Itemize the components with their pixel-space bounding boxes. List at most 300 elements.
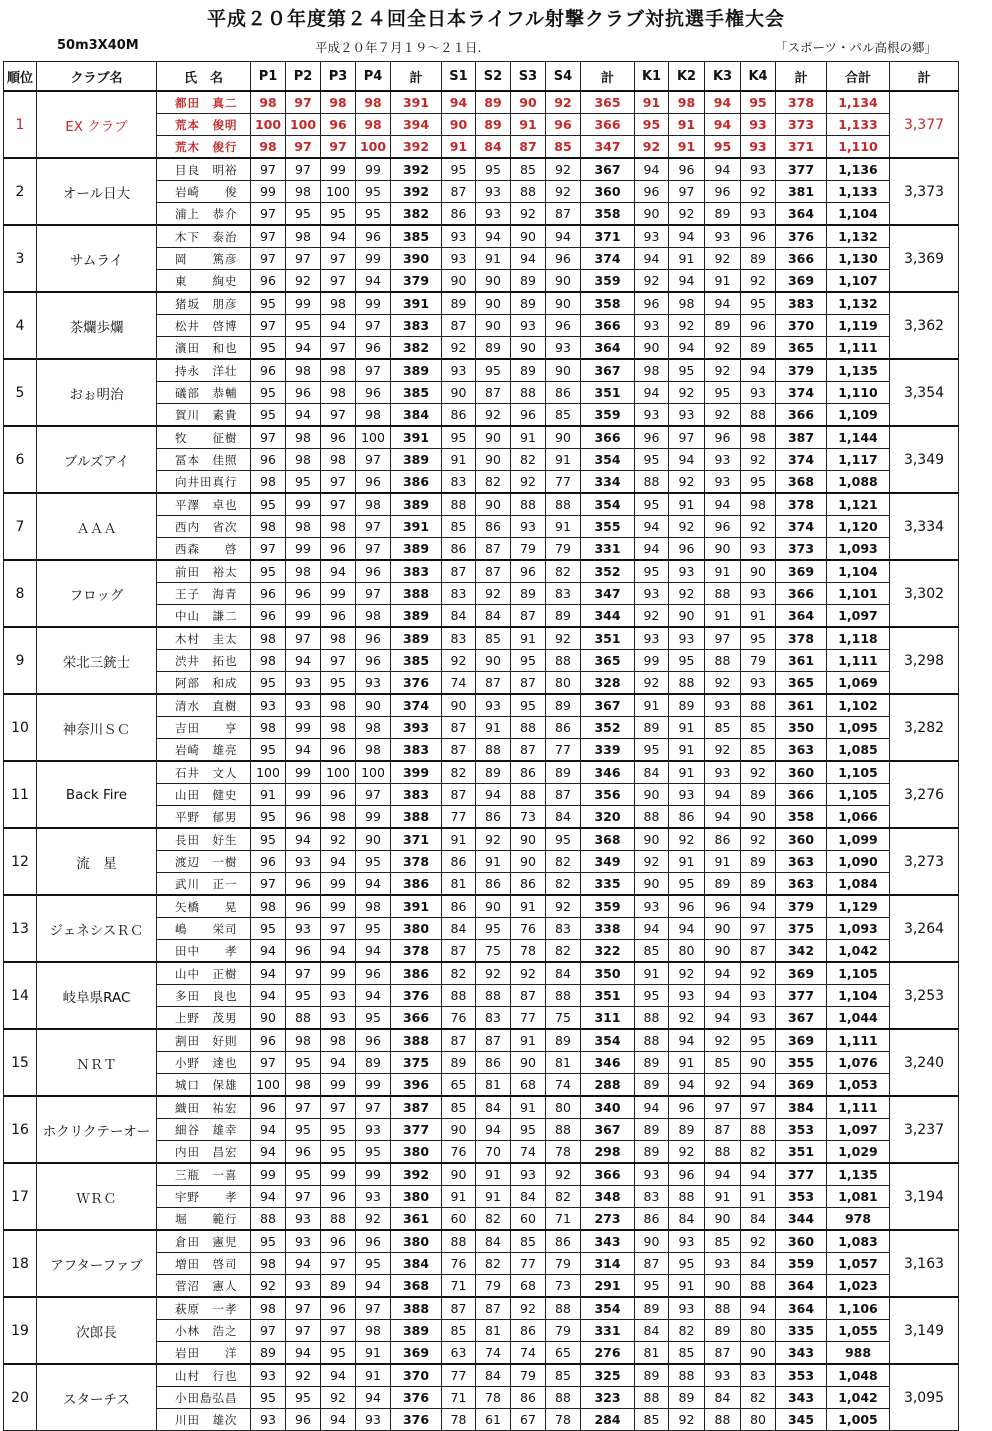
club-total-cell: 3,354 (890, 359, 959, 426)
score-cell: 291 (581, 1275, 635, 1298)
table-row (4, 1230, 959, 1253)
score-cell: 94 (635, 1096, 669, 1119)
score-cell: 92 (669, 583, 705, 605)
score-cell: 386 (391, 471, 442, 494)
score-cell: 389 (391, 538, 442, 561)
score-cell: 81 (442, 873, 476, 896)
score-cell: 88 (705, 1409, 741, 1431)
table-row (4, 560, 959, 583)
score-cell: 89 (356, 1052, 391, 1074)
score-cell: 90 (356, 828, 391, 851)
score-cell: 90 (635, 1230, 669, 1253)
score-cell: 98 (321, 806, 356, 829)
score-cell: 96 (356, 650, 391, 672)
score-cell: 92 (741, 1230, 776, 1253)
score-cell: 92 (476, 583, 511, 605)
score-cell: 94 (321, 560, 356, 583)
shooter-name-cell: 多田 良也 (157, 985, 251, 1007)
score-cell: 391 (391, 426, 442, 449)
score-cell: 90 (442, 114, 476, 136)
score-cell: 1,053 (827, 1074, 890, 1097)
score-cell: 84 (511, 1186, 546, 1208)
score-cell: 93 (321, 1007, 356, 1030)
score-cell: 86 (511, 1320, 546, 1342)
score-cell: 99 (286, 717, 321, 739)
score-cell: 94 (741, 359, 776, 382)
score-cell: 98 (321, 694, 356, 717)
shooter-name-cell: 割田 好則 (157, 1029, 251, 1052)
score-cell: 96 (321, 1297, 356, 1320)
score-cell: 89 (705, 1320, 741, 1342)
shooter-name-cell: 岩崎 雄亮 (157, 739, 251, 762)
score-cell: 80 (546, 672, 581, 695)
shooter-name-cell: 小林 浩之 (157, 1320, 251, 1342)
score-cell: 288 (581, 1074, 635, 1097)
event-name: 50m3X40M (57, 38, 139, 53)
score-cell: 89 (511, 270, 546, 293)
score-cell: 378 (776, 493, 827, 516)
score-cell: 98 (251, 516, 286, 538)
score-cell: 91 (442, 136, 476, 159)
score-cell: 1,069 (827, 672, 890, 695)
score-cell: 80 (669, 940, 705, 963)
score-cell: 88 (251, 1208, 286, 1231)
score-cell: 82 (546, 1186, 581, 1208)
score-cell: 273 (581, 1208, 635, 1231)
score-cell: 81 (476, 1320, 511, 1342)
score-cell: 99 (321, 1074, 356, 1097)
shooter-name-cell: 内田 昌宏 (157, 1141, 251, 1164)
score-cell: 388 (391, 1029, 442, 1052)
score-cell: 1,055 (827, 1320, 890, 1342)
score-cell: 358 (581, 292, 635, 315)
score-cell: 87 (442, 181, 476, 203)
score-cell: 376 (391, 1387, 442, 1409)
score-cell: 75 (476, 940, 511, 963)
score-cell: 94 (286, 828, 321, 851)
score-cell: 98 (251, 1253, 286, 1275)
score-cell: 86 (511, 1387, 546, 1409)
column-header: 計 (776, 62, 827, 92)
score-cell: 91 (511, 895, 546, 918)
score-cell: 383 (391, 560, 442, 583)
score-cell: 92 (669, 382, 705, 404)
score-cell: 88 (741, 404, 776, 427)
score-cell: 89 (635, 1141, 669, 1164)
table-row (4, 627, 959, 650)
score-cell: 1,109 (827, 404, 890, 427)
score-cell: 371 (776, 136, 827, 159)
score-cell: 99 (356, 1163, 391, 1186)
score-cell: 92 (635, 851, 669, 873)
score-cell: 89 (546, 761, 581, 784)
score-cell: 399 (391, 761, 442, 784)
score-cell: 367 (581, 1119, 635, 1141)
score-cell: 77 (442, 1364, 476, 1387)
score-cell: 89 (635, 1074, 669, 1097)
score-cell: 92 (511, 203, 546, 226)
score-cell: 91 (669, 851, 705, 873)
score-cell: 88 (476, 985, 511, 1007)
score-cell: 95 (251, 806, 286, 829)
score-cell: 391 (391, 895, 442, 918)
score-cell: 92 (321, 828, 356, 851)
column-header: S2 (476, 62, 511, 92)
score-cell: 90 (511, 225, 546, 248)
score-cell: 1,044 (827, 1007, 890, 1030)
score-cell: 91 (669, 248, 705, 270)
score-cell: 91 (476, 851, 511, 873)
score-cell: 368 (776, 471, 827, 494)
score-cell: 374 (391, 694, 442, 717)
score-cell: 99 (356, 292, 391, 315)
score-cell: 94 (286, 739, 321, 762)
club-total-cell: 3,240 (890, 1029, 959, 1096)
score-cell: 384 (776, 1096, 827, 1119)
score-cell: 88 (635, 1007, 669, 1030)
page-title: 平成２０年度第２４回全日本ライフル射撃クラブ対抗選手権大会 (206, 8, 786, 30)
score-cell: 86 (442, 851, 476, 873)
score-cell: 96 (356, 627, 391, 650)
score-cell: 90 (476, 449, 511, 471)
score-cell: 97 (356, 583, 391, 605)
score-cell: 92 (635, 136, 669, 159)
score-cell: 98 (286, 225, 321, 248)
score-cell: 97 (251, 1052, 286, 1074)
score-cell: 93 (741, 583, 776, 605)
score-cell: 392 (391, 136, 442, 159)
score-cell: 367 (581, 158, 635, 181)
score-cell: 369 (776, 962, 827, 985)
score-cell: 87 (705, 1342, 741, 1365)
score-cell: 91 (511, 1029, 546, 1052)
score-cell: 1,042 (827, 940, 890, 963)
column-header: P4 (356, 62, 391, 92)
score-cell: 361 (776, 650, 827, 672)
score-cell: 98 (251, 895, 286, 918)
shooter-name-cell: 木下 泰治 (157, 225, 251, 248)
score-cell: 350 (581, 962, 635, 985)
score-cell: 93 (321, 985, 356, 1007)
score-cell: 93 (635, 895, 669, 918)
club-total-cell: 3,237 (890, 1096, 959, 1163)
score-cell: 96 (546, 248, 581, 270)
score-cell: 96 (321, 605, 356, 628)
column-header: S1 (442, 62, 476, 92)
score-cell: 97 (251, 1320, 286, 1342)
score-cell: 364 (776, 605, 827, 628)
score-cell: 90 (476, 315, 511, 337)
score-cell: 94 (546, 225, 581, 248)
score-cell: 97 (251, 158, 286, 181)
score-cell: 381 (776, 181, 827, 203)
shooter-name-cell: 上野 茂男 (157, 1007, 251, 1030)
score-cell: 94 (635, 538, 669, 561)
score-cell: 378 (391, 940, 442, 963)
rank-cell: 14 (4, 962, 37, 1029)
club-name-cell: 神奈川ＳＣ (37, 694, 157, 761)
score-cell: 95 (321, 1141, 356, 1164)
score-cell: 83 (442, 627, 476, 650)
score-cell: 86 (442, 538, 476, 561)
score-cell: 99 (321, 583, 356, 605)
score-cell: 71 (546, 1208, 581, 1231)
score-cell: 96 (356, 962, 391, 985)
score-cell: 85 (669, 1342, 705, 1365)
score-cell: 351 (581, 627, 635, 650)
score-cell: 93 (635, 627, 669, 650)
club-total-cell: 3,273 (890, 828, 959, 895)
shooter-name-cell: 山村 行也 (157, 1364, 251, 1387)
shooter-name-cell: 賀川 素貴 (157, 404, 251, 427)
score-cell: 97 (741, 1096, 776, 1119)
score-cell: 98 (251, 650, 286, 672)
score-cell: 87 (442, 1029, 476, 1052)
score-cell: 95 (705, 136, 741, 159)
score-cell: 1,093 (827, 538, 890, 561)
club-name-cell: ＡＡＡ (37, 493, 157, 560)
score-cell: 379 (391, 270, 442, 293)
score-cell: 375 (391, 1052, 442, 1074)
shooter-name-cell: 濱田 和也 (157, 337, 251, 360)
score-cell: 95 (321, 203, 356, 226)
score-cell: 94 (669, 449, 705, 471)
score-cell: 93 (669, 985, 705, 1007)
shooter-name-cell: 渋井 拓也 (157, 650, 251, 672)
score-cell: 88 (705, 650, 741, 672)
score-cell: 94 (251, 940, 286, 963)
score-cell: 97 (286, 1096, 321, 1119)
score-cell: 95 (286, 471, 321, 494)
score-cell: 61 (476, 1409, 511, 1431)
score-cell: 346 (581, 761, 635, 784)
column-header: 計 (581, 62, 635, 92)
score-cell: 393 (391, 717, 442, 739)
shooter-name-cell: 菅沼 憲人 (157, 1275, 251, 1298)
score-cell: 98 (251, 1297, 286, 1320)
club-name-cell: フロッグ (37, 560, 157, 627)
score-cell: 386 (391, 962, 442, 985)
score-cell: 96 (251, 851, 286, 873)
score-cell: 97 (251, 225, 286, 248)
score-cell: 93 (741, 203, 776, 226)
score-cell: 98 (669, 91, 705, 114)
score-cell: 92 (476, 404, 511, 427)
score-cell: 91 (511, 1096, 546, 1119)
score-cell: 363 (776, 739, 827, 762)
score-cell: 87 (476, 672, 511, 695)
score-cell: 86 (546, 1230, 581, 1253)
score-cell: 380 (391, 1141, 442, 1164)
score-cell: 93 (476, 694, 511, 717)
score-cell: 1,111 (827, 650, 890, 672)
score-cell: 91 (669, 493, 705, 516)
score-cell: 77 (511, 1007, 546, 1030)
score-cell: 88 (741, 694, 776, 717)
score-cell: 96 (356, 382, 391, 404)
score-cell: 369 (776, 1029, 827, 1052)
score-cell: 90 (546, 292, 581, 315)
score-cell: 90 (741, 1342, 776, 1365)
score-cell: 382 (391, 203, 442, 226)
score-cell: 88 (546, 493, 581, 516)
score-cell: 95 (635, 739, 669, 762)
score-cell: 323 (581, 1387, 635, 1409)
rank-cell: 7 (4, 493, 37, 560)
score-cell: 85 (741, 717, 776, 739)
score-cell: 74 (442, 672, 476, 695)
score-cell: 89 (635, 1297, 669, 1320)
score-cell: 368 (581, 828, 635, 851)
score-cell: 97 (705, 627, 741, 650)
rank-cell: 16 (4, 1096, 37, 1163)
score-cell: 94 (286, 1253, 321, 1275)
score-cell: 367 (581, 359, 635, 382)
score-cell: 85 (546, 404, 581, 427)
score-cell: 98 (741, 493, 776, 516)
rank-cell: 10 (4, 694, 37, 761)
score-cell: 89 (442, 292, 476, 315)
score-cell: 89 (669, 1387, 705, 1409)
score-cell: 94 (705, 1007, 741, 1030)
score-cell: 92 (669, 471, 705, 494)
score-cell: 90 (635, 784, 669, 806)
score-cell: 382 (391, 337, 442, 360)
score-cell: 95 (356, 203, 391, 226)
score-cell: 98 (321, 292, 356, 315)
score-cell: 89 (546, 1029, 581, 1052)
score-cell: 91 (442, 828, 476, 851)
score-cell: 87 (442, 560, 476, 583)
column-header: K1 (635, 62, 669, 92)
score-cell: 96 (286, 873, 321, 896)
score-cell: 96 (669, 895, 705, 918)
score-cell: 98 (286, 359, 321, 382)
score-cell: 86 (476, 873, 511, 896)
score-cell: 79 (511, 1364, 546, 1387)
score-cell: 99 (321, 1163, 356, 1186)
score-cell: 89 (635, 1119, 669, 1141)
score-cell: 96 (669, 1096, 705, 1119)
shooter-name-cell: 田中 孝 (157, 940, 251, 963)
shooter-name-cell: 松井 啓博 (157, 315, 251, 337)
score-cell: 95 (251, 1230, 286, 1253)
score-cell: 311 (581, 1007, 635, 1030)
column-header: P3 (321, 62, 356, 92)
score-cell: 1,081 (827, 1186, 890, 1208)
score-cell: 84 (476, 1364, 511, 1387)
score-cell: 95 (741, 471, 776, 494)
score-cell: 385 (391, 650, 442, 672)
score-cell: 94 (251, 985, 286, 1007)
score-cell: 86 (442, 895, 476, 918)
score-cell: 93 (705, 1253, 741, 1275)
score-cell: 84 (741, 1253, 776, 1275)
score-cell: 98 (356, 114, 391, 136)
score-cell: 82 (669, 1320, 705, 1342)
score-cell: 93 (286, 1275, 321, 1298)
score-cell: 343 (776, 1387, 827, 1409)
score-cell: 90 (511, 1052, 546, 1074)
club-name-cell: おぉ明治 (37, 359, 157, 426)
score-cell: 350 (776, 717, 827, 739)
score-cell: 375 (776, 918, 827, 940)
table-row (4, 1163, 959, 1186)
score-cell: 93 (356, 672, 391, 695)
score-cell: 92 (511, 1297, 546, 1320)
score-cell: 96 (511, 404, 546, 427)
rank-cell: 6 (4, 426, 37, 493)
club-name-cell: ブルズアイ (37, 426, 157, 493)
score-cell: 352 (581, 560, 635, 583)
score-cell: 94 (669, 1074, 705, 1097)
score-cell: 93 (251, 1409, 286, 1431)
score-cell: 94 (476, 225, 511, 248)
score-cell: 1,048 (827, 1364, 890, 1387)
score-cell: 1,132 (827, 225, 890, 248)
score-cell: 99 (356, 1074, 391, 1097)
score-cell: 92 (321, 1387, 356, 1409)
score-cell: 98 (321, 717, 356, 739)
score-cell: 93 (442, 359, 476, 382)
club-total-cell: 3,163 (890, 1230, 959, 1297)
score-cell: 96 (669, 538, 705, 561)
score-cell: 374 (776, 516, 827, 538)
score-cell: 1,111 (827, 1096, 890, 1119)
score-cell: 82 (442, 962, 476, 985)
score-cell: 345 (776, 1409, 827, 1431)
score-cell: 90 (546, 359, 581, 382)
score-cell: 96 (286, 1409, 321, 1431)
score-cell: 98 (321, 382, 356, 404)
score-cell: 388 (391, 1297, 442, 1320)
score-cell: 93 (669, 404, 705, 427)
score-cell: 373 (776, 114, 827, 136)
score-cell: 91 (705, 1186, 741, 1208)
score-cell: 92 (442, 650, 476, 672)
score-cell: 276 (581, 1342, 635, 1365)
score-cell: 340 (581, 1096, 635, 1119)
score-cell: 90 (705, 940, 741, 963)
club-name-cell: 栄北三銃士 (37, 627, 157, 694)
score-cell: 76 (511, 918, 546, 940)
score-cell: 339 (581, 739, 635, 762)
score-cell: 80 (741, 1320, 776, 1342)
score-cell: 88 (476, 739, 511, 762)
score-cell: 87 (442, 940, 476, 963)
score-cell: 1,144 (827, 426, 890, 449)
score-cell: 92 (705, 404, 741, 427)
score-cell: 94 (286, 404, 321, 427)
score-cell: 87 (442, 717, 476, 739)
column-header: P1 (251, 62, 286, 92)
score-cell: 94 (705, 985, 741, 1007)
rank-cell: 2 (4, 158, 37, 225)
score-cell: 356 (581, 784, 635, 806)
score-cell: 91 (635, 694, 669, 717)
club-total-cell: 3,194 (890, 1163, 959, 1230)
rank-cell: 11 (4, 761, 37, 828)
score-cell: 77 (546, 739, 581, 762)
score-cell: 92 (286, 270, 321, 293)
score-cell: 82 (476, 471, 511, 494)
score-cell: 89 (635, 1364, 669, 1387)
score-cell: 95 (705, 382, 741, 404)
score-cell: 95 (741, 627, 776, 650)
club-total-cell: 3,095 (890, 1364, 959, 1431)
score-cell: 338 (581, 918, 635, 940)
score-cell: 76 (442, 1141, 476, 1164)
